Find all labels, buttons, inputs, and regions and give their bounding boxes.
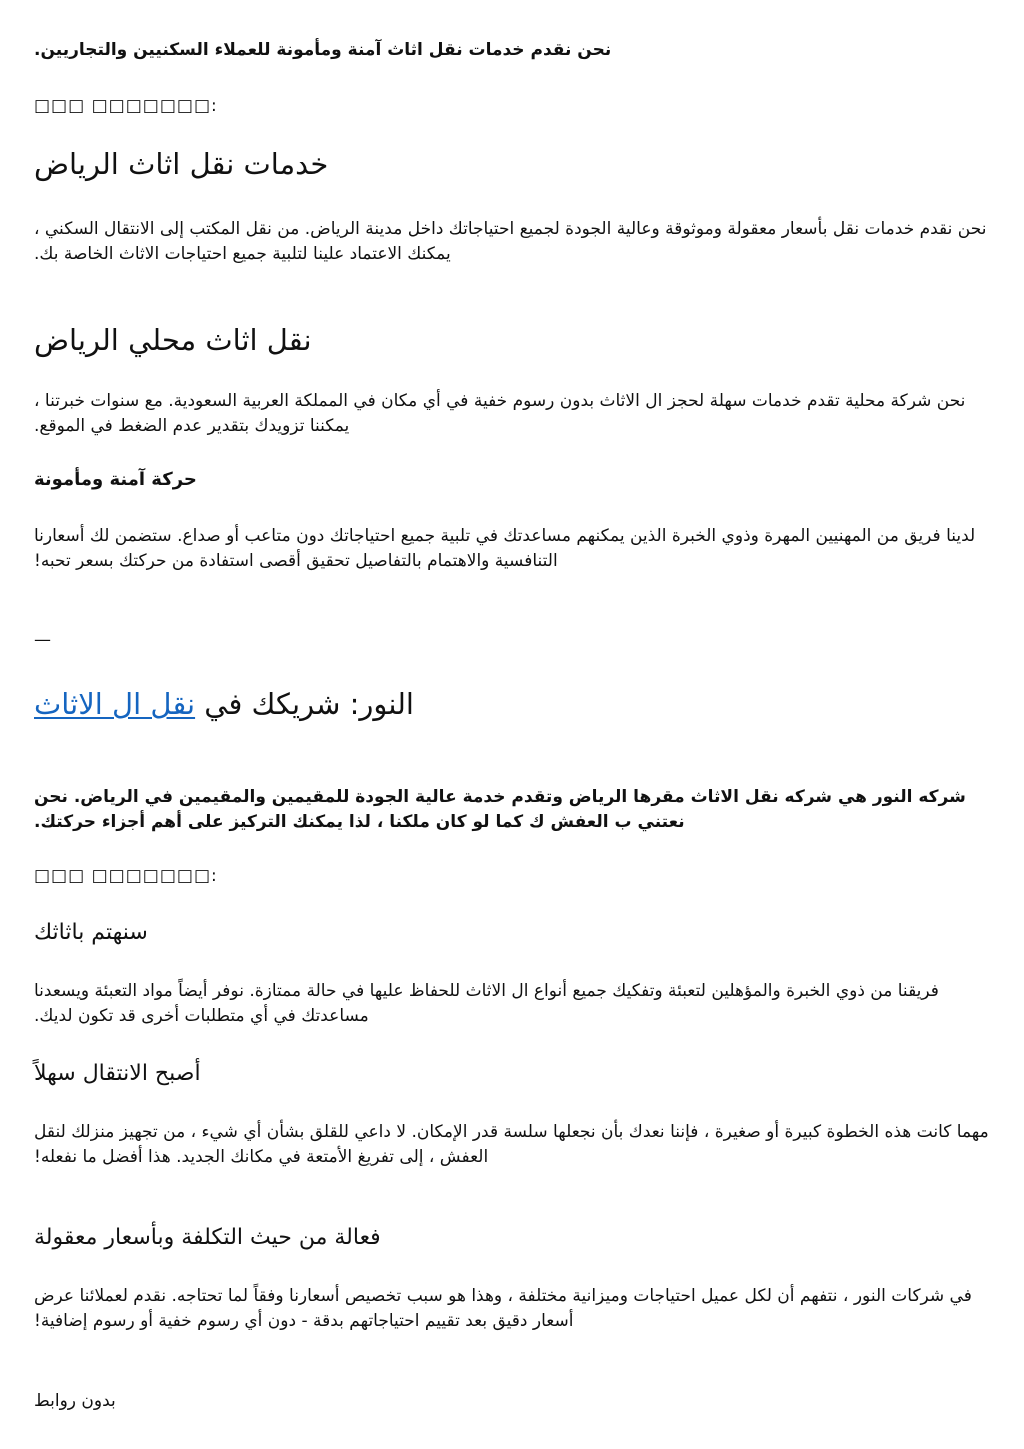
section-heading-care-furniture: سنهتم باثاثك: [34, 920, 148, 945]
services-label: □□□ □□□□□□□:: [34, 96, 218, 116]
section-body-affordable: في شركات النور ، نتفهم أن لكل عميل احتياجات وميزانية مختلفة ، وهذا هو سبب تخصيص أسعارنا وفقاً لما تحتاجه. نقدم لعملائنا عرض أسعار دقيق بعد تقييم احتياجاتهم بدقة - دون أي رسوم خفية أو رسوم إضافية!: [34, 1286, 972, 1331]
moving-furniture-link[interactable]: نقل ال الاثاث: [34, 687, 196, 721]
section-body-care-furniture: فريقنا من ذوي الخبرة والمؤهلين لتعبئة وتفكيك جميع أنواع ال الاثاث للحفاظ عليها في حالة ممتازة. نوفر أيضاً مواد التعبئة ويسعدنا مساعدتك في أي متطلبات أخرى قد تكون لديك.: [34, 981, 939, 1026]
services-label-2: □□□ □□□□□□□:: [34, 866, 218, 886]
section-body-riyadh-moving: نحن نقدم خدمات نقل بأسعار معقولة وموثوقة وعالية الجودة لجميع احتياجاتك داخل مدينة الرياض. من نقل المكتب إلى الانتقال السكني ، يمكنك الاعتماد علينا لتلبية جميع احتياجات الاثاث الخاصة بك.: [34, 219, 987, 264]
partner-body: شركه النور هي شركه نقل الاثاث مقرها الرياض وتقدم خدمة عالية الجودة للمقيمين والمقيمين في الرياض. نحن نعتني ب العفش ك كما لو كان ملكنا ، لذا يمكنك التركيز على أهم أجزاء حركتك.: [34, 787, 966, 832]
separator-mark: —: [34, 630, 51, 650]
section-heading-safe-move: حركة آمنة ومأمونة: [34, 469, 197, 490]
intro-text: نحن نقدم خدمات نقل اثاث آمنة ومأمونة للعملاء السكنيين والتجاريين.: [34, 40, 612, 60]
section-body-easy-move: مهما كانت هذه الخطوة كبيرة أو صغيرة ، فإننا نعدك بأن نجعلها سلسة قدر الإمكان. لا داعي للقلق بشأن أي شيء ، من تجهيز منزلك لنقل العفش ، إلى تفريغ الأمتعة في مكانك الجديد. هذا أفضل ما نفعله!: [34, 1122, 989, 1167]
footer-heading: بدون روابط: [34, 1391, 116, 1411]
section-heading-riyadh-moving: خدمات نقل اثاث الرياض: [34, 147, 329, 181]
section-body-safe-move: لدينا فريق من المهنيين المهرة وذوي الخبرة الذين يمكنهم مساعدتك في تلبية جميع احتياجاتك دون متاعب أو صداع. ستضمن لك أسعارنا التنافسية والاهتمام بالتفاصيل تحقيق أقصى استفادة من حركتك بسعر تحبه!: [34, 526, 976, 571]
section-heading-local-moving: نقل اثاث محلي الرياض: [34, 323, 312, 357]
section-body-local-moving: نحن شركة محلية تقدم خدمات سهلة لحجز ال الاثاث بدون رسوم خفية في أي مكان في المملكة العربية السعودية. مع سنوات خبرتنا ، يمكننا تزويدك بتقدير عدم الضغط في الموقع.: [34, 391, 966, 436]
separator: [34, 628, 990, 653]
partner-heading: [34, 686, 990, 722]
partner-heading-text: النور: شريكك في: [195, 687, 414, 721]
section-heading-easy-move: أصبح الانتقال سهلاً: [34, 1061, 201, 1086]
section-heading-affordable: فعالة من حيث التكلفة وبأسعار معقولة: [34, 1225, 381, 1250]
